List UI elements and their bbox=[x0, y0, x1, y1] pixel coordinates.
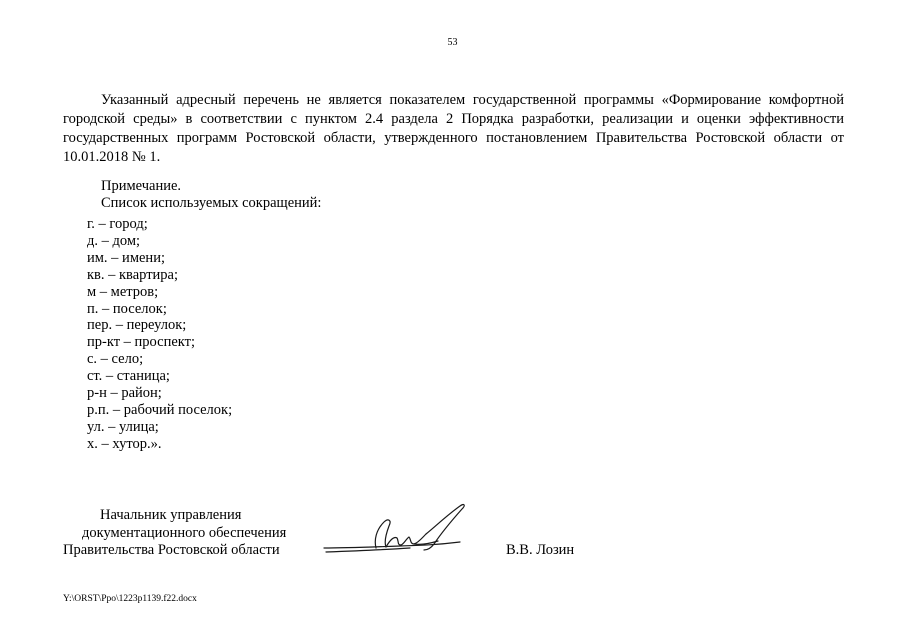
signatory-name: В.В. Лозин bbox=[506, 542, 575, 558]
list-item: ст. – станица; bbox=[87, 368, 170, 385]
signatory-title-line: Правительства Ростовской области bbox=[63, 542, 280, 558]
list-item: р-н – район; bbox=[87, 385, 162, 402]
list-item: кв. – квартира; bbox=[87, 266, 179, 283]
list-item: им. – имени; bbox=[87, 249, 165, 266]
notes-block bbox=[101, 178, 321, 212]
list-item: п. – поселок; bbox=[87, 300, 167, 317]
main-paragraph: Указанный адресный перечень не является показателем государственной программы «Формирование комфортной городской среды» в соответствии с пунктом 2.4 раздела 2 Порядка разработки, реализации и оценки эффективности государственных программ Ростовской области, утвержденного постановлением Правительства Ростовской области от 10.01.2018 № 1. bbox=[63, 92, 844, 165]
list-item: м – метров; bbox=[87, 283, 159, 300]
handwritten-signature bbox=[318, 498, 478, 568]
page-number: 53 bbox=[447, 37, 458, 48]
signatory-title-line: Начальник управления bbox=[100, 507, 242, 523]
list-item: пер. – переулок; bbox=[87, 317, 187, 334]
note-heading: Примечание. bbox=[101, 178, 182, 194]
abbreviations-list bbox=[87, 216, 232, 453]
list-item: р.п. – рабочий поселок; bbox=[87, 401, 233, 418]
list-item: д. – дом; bbox=[87, 232, 141, 249]
list-item: ул. – улица; bbox=[87, 418, 159, 435]
signatory-title bbox=[63, 507, 286, 560]
signatory-title-line: документационного обеспечения bbox=[82, 524, 287, 541]
file-path: Y:\ORST\Ppo\1223p1139.f22.docx bbox=[63, 594, 197, 604]
abbreviations-heading: Список используемых сокращений: bbox=[101, 195, 322, 212]
list-item: х. – хутор.». bbox=[87, 435, 162, 452]
list-item: пр-кт – проспект; bbox=[87, 334, 195, 351]
list-item: г. – город; bbox=[87, 216, 148, 232]
list-item: с. – село; bbox=[87, 351, 144, 368]
